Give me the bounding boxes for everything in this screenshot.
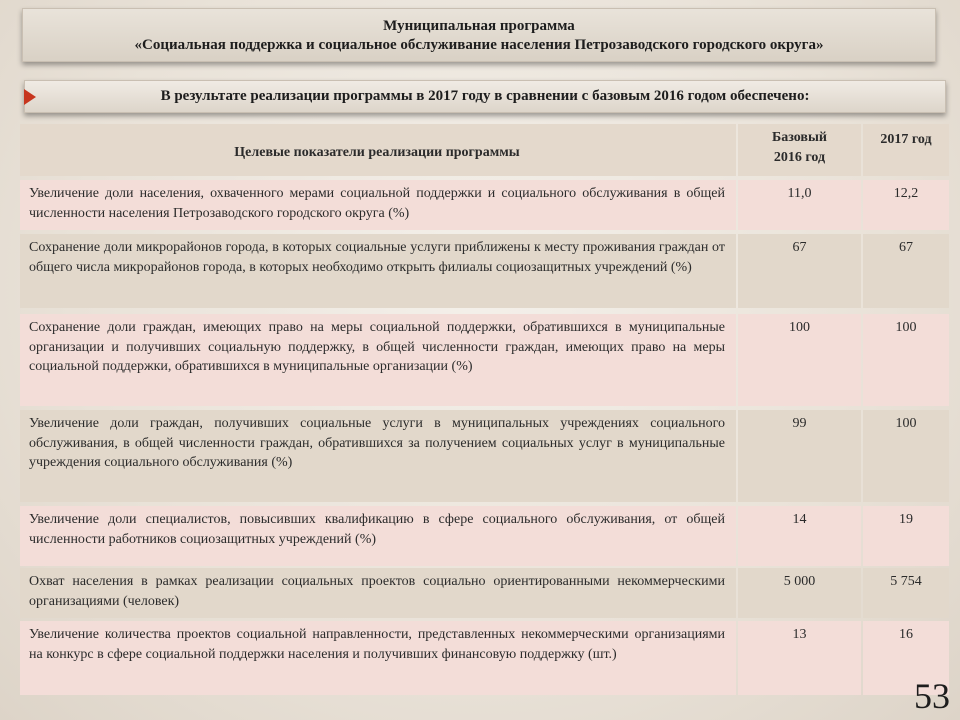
title-box	[22, 8, 936, 62]
header-base-line2: 2016 год	[773, 149, 826, 165]
row-2017-value: 5 754	[863, 568, 949, 618]
row-indicator: Сохранение доли граждан, имеющих право на меры социальной поддержки, обратившихся в муниципальные организации и получивших социальную поддержку, в общей численности граждан, имеющих право на меры социальной поддержки, обратившихся в муниципальные организации (%)	[20, 314, 736, 406]
row-base-value: 13	[738, 621, 861, 695]
table-row	[20, 234, 949, 308]
row-2017-value: 100	[863, 410, 949, 502]
header-base-line1: Базовый	[771, 130, 827, 145]
row-2017-value: 100	[863, 314, 949, 406]
row-base-value: 100	[738, 314, 861, 406]
table-row	[20, 568, 949, 618]
header-base-year	[738, 124, 861, 176]
row-indicator: Сохранение доли микрорайонов города, в которых социальные услуги приближены к месту проживания граждан от общего числа микрорайонов города, в которых необходимо открыть филиалы социозащитных учреждений (%)	[20, 234, 736, 308]
row-2017-value: 16	[863, 621, 949, 695]
table-row	[20, 621, 949, 695]
header-indicator: Целевые показатели реализации программы	[20, 124, 736, 176]
subtitle-box	[24, 80, 946, 113]
table-row	[20, 506, 949, 566]
row-2017-value: 19	[863, 506, 949, 566]
table-header-row	[20, 124, 949, 176]
row-indicator: Увеличение доли граждан, получивших социальные услуги в муниципальных учреждениях социального обслуживания, в общей численности граждан, обратившихся за получением социальных услуг в муниципальные учреждения социального обслуживания (%)	[20, 410, 736, 502]
row-base-value: 5 000	[738, 568, 861, 618]
subtitle-text: В результате реализации программы в 2017 году в сравнении с базовым 2016 годом обеспечено:	[160, 88, 810, 104]
row-2017-value: 67	[863, 234, 949, 308]
page-number: 53	[914, 676, 950, 716]
row-indicator: Увеличение доли населения, охваченного мерами социальной поддержки и социального обслуживания в общей численности населения Петрозаводского городского округа (%)	[20, 180, 736, 230]
table-row	[20, 314, 949, 406]
title-line-1: Муниципальная программа	[383, 18, 575, 34]
row-indicator: Охват населения в рамках реализации социальных проектов социально ориентированными некоммерческими организациями (человек)	[20, 568, 736, 618]
row-indicator: Увеличение количества проектов социальной направленности, представленных некоммерческими организациями на конкурс в сфере социальной поддержки населения и получивших финансовую поддержку (шт.)	[20, 621, 736, 695]
bullet-triangle-icon	[24, 89, 36, 105]
table-row	[20, 410, 949, 502]
table-row	[20, 180, 949, 230]
row-base-value: 67	[738, 234, 861, 308]
row-2017-value: 12,2	[863, 180, 949, 230]
header-2017: 2017 год	[863, 124, 949, 176]
title-line-2: «Социальная поддержка и социальное обслуживание населения Петрозаводского городского округа»	[134, 37, 824, 53]
row-base-value: 11,0	[738, 180, 861, 230]
row-indicator: Увеличение доли специалистов, повысивших квалификацию в сфере социального обслуживания, от общей численности работников социозащитных учреждений (%)	[20, 506, 736, 566]
row-base-value: 14	[738, 506, 861, 566]
row-base-value: 99	[738, 410, 861, 502]
